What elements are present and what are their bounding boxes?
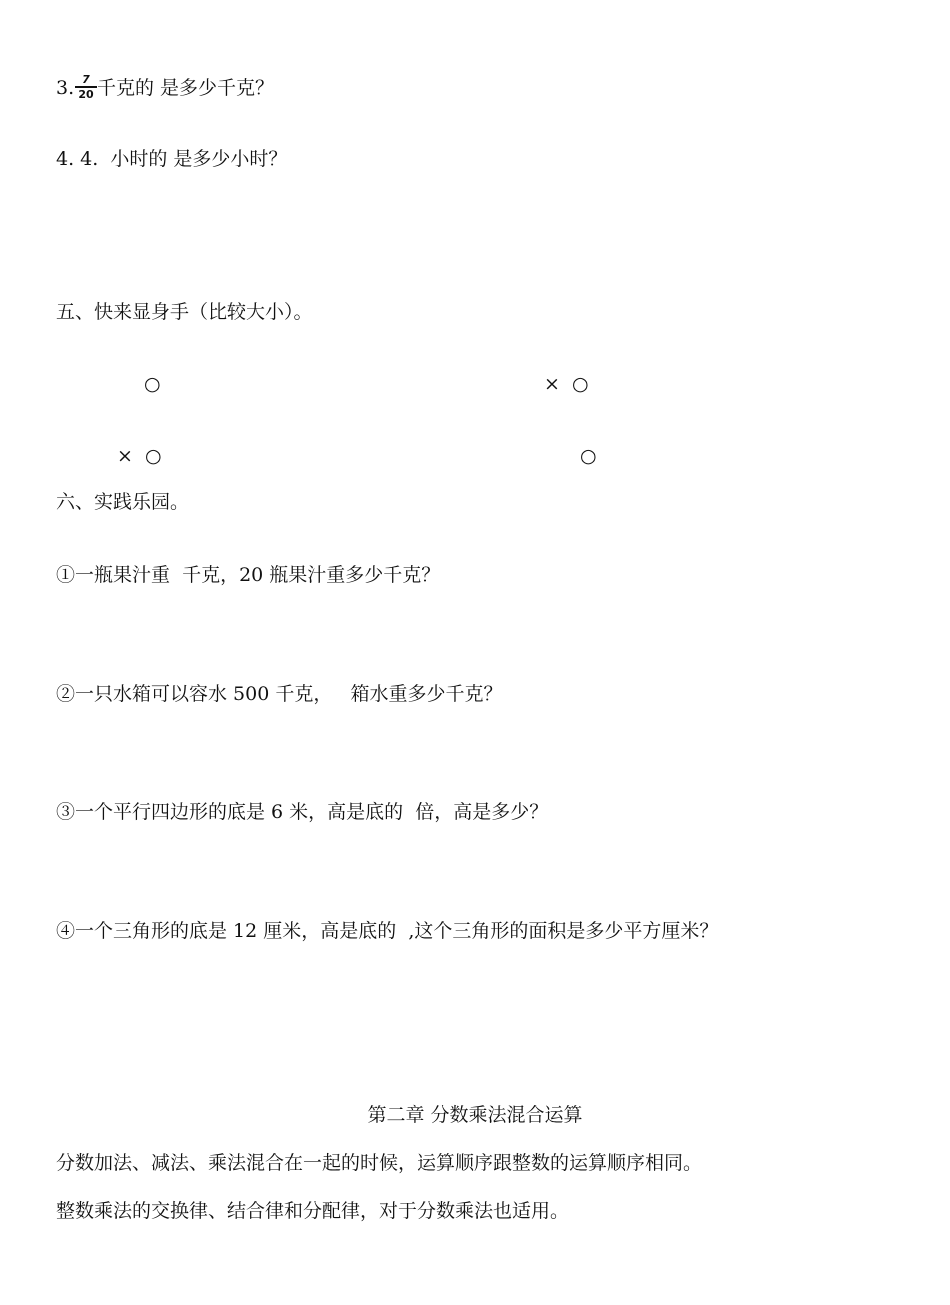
comparison-circle-4: ○ [580,445,597,467]
practice-problem-2: ②一只水箱可以容水 500 千克， 箱水重多少千克？ [56,683,503,705]
fraction-denominator: 20 [78,88,94,101]
fraction-numerator: 7 [82,73,90,86]
practice-problem-3: ③一个平行四边形的底是 6 米，高是底的 倍，高是多少？ [56,801,549,823]
comparison-circle-1: ○ [144,373,161,395]
comparison-circle-2: × ○ [544,373,589,395]
practice-problem-4: ④一个三角形的底是 12 厘米，高是底的 ,这个三角形的面积是多少平方厘米？ [56,920,719,942]
section-5-title: 五、快来显身手（比较大小）。 [56,301,313,323]
chapter-2-title: 第二章 分数乘法混合运算 [367,1104,583,1126]
fraction-7-20 [75,74,97,100]
practice-problem-1: ①一瓶果汁重 千克，20 瓶果汁重多少千克？ [56,564,441,586]
question-4: 4. 4. 小时的 是多少小时？ [56,148,288,170]
chapter-2-paragraph-2: 整数乘法的交换律、结合律和分配律，对于分数乘法也适用。 [56,1200,570,1222]
question-3-number: 3. [56,77,75,99]
comparison-circle-3: × ○ [117,445,162,467]
section-6-title: 六、实践乐园。 [56,491,190,513]
chapter-2-paragraph-1: 分数加法、减法、乘法混合在一起的时候，运算顺序跟整数的运算顺序相同。 [56,1152,703,1174]
question-3-text: 千克的 是多少千克？ [97,77,275,99]
